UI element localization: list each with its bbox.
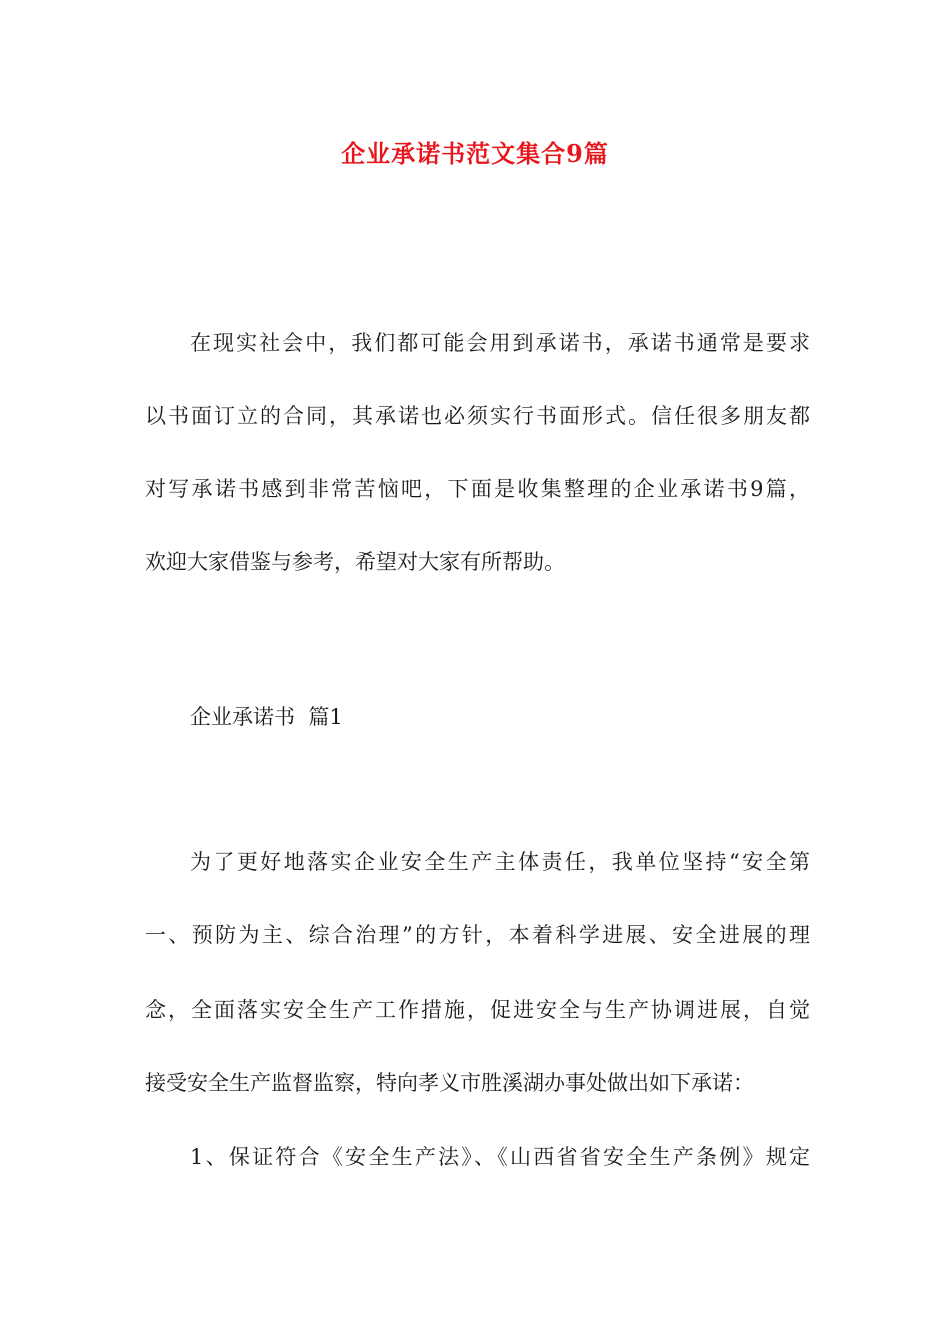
item-line-1: 1、保证符合《安全生产法》、《山西省省安全生产条例》规定 [190,1145,810,1169]
intro-line-1: 在现实社会中，我们都可能会用到承诺书，承诺书通常是要求 [190,331,810,355]
intro-line-2: 以书面订立的合同，其承诺也必须实行书面形式。信任很多朋友都 [145,404,810,428]
section-heading: 企业承诺书 篇1 [190,705,343,729]
intro-line-3: 对写承诺书感到非常苦恼吧，下面是收集整理的企业承诺书9篇， [145,477,810,501]
body-line-4: 接受安全生产监督监察，特向孝义市胜溪湖办事处做出如下承诺： [145,1071,754,1095]
document-title: 企业承诺书范文集合9篇 [341,139,609,168]
body-line-1: 为了更好地落实企业安全生产主体责任，我单位坚持“安全第 [190,850,810,874]
body-line-2: 一、预防为主、综合治理”的方针，本着科学进展、安全进展的理 [145,923,810,947]
intro-line-4: 欢迎大家借鉴与参考，希望对大家有所帮助。 [145,550,565,574]
body-line-3: 念，全面落实安全生产工作措施，促进安全与生产协调进展，自觉 [145,998,810,1022]
